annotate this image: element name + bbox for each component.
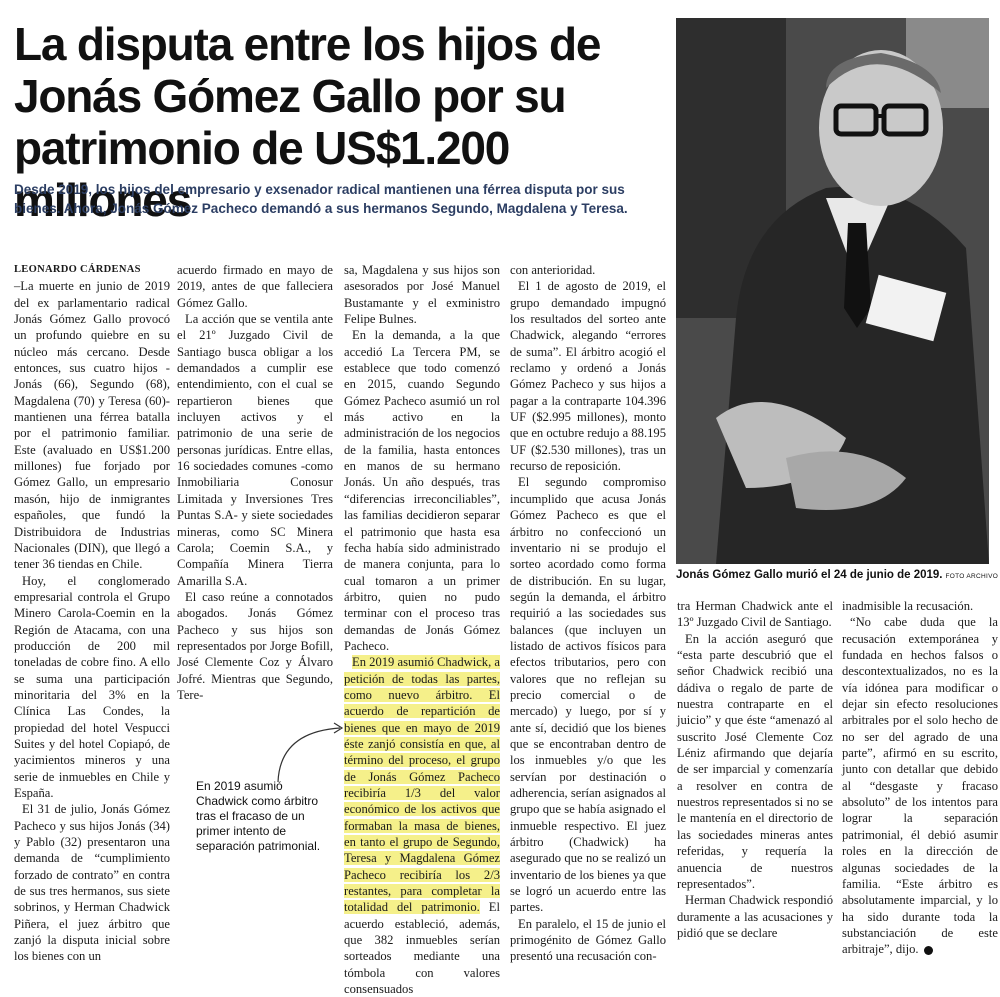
portrait-photo <box>676 18 989 564</box>
paragraph: inadmisible la recusación. <box>842 599 974 613</box>
paragraph: En 2019 asumió Chadwick, a petición de todas las partes, como nuevo árbitro. El acuerdo de repartición de bienes que en mayo de 2019 éste zanjó consistía en que, al término del proceso, el grupo de Jonás Gómez Pacheco recibiría 1/3 del valor económico de los activos que formaban la masa de bienes, en tanto el grupo de Segundo, Teresa y Magdalena Gómez Pacheco recibiría los 2/3 restantes, para completar la totalidad del patrimonio. El acuerdo estableció, además, que 382 inmuebles serían sorteados mediante una tómbola con valores consensuados <box>344 655 500 997</box>
paragraph: El segundo compromiso incumplido que acusa Jonás Gómez Pacheco es que el árbitro no confeccionó un inventario ni se produjo el sorteo acordado como forma de distribución. En su lugar, según la demanda, el árbitro requirió a las sociedades sus balances (que incluyen un listado de activos físicos para efectos tributarios, pero con valores que no reflejan su precio comercial o de mercado) y luego, por sí y ante sí, decidió que los bienes que se encontraban dentro de los inmuebles y/o que les servían por destinación o adherencia, serían asignados al grupo que se había asignado el inmueble respectivo. El juez árbitro (Chadwick) ha asegurado que no se realizó un inventario de los bienes ya que se logró un acuerdo entre las partes. <box>510 475 666 915</box>
byline: LEONARDO CÁRDENAS <box>14 264 141 275</box>
paragraph: En la acción aseguró que “esta parte descubrió que el señor Chadwick recibió una dádiva o regalo de parte de nuestra contraparte en el juicio” y que éste “amenazó al suscrito José Clemente Coz Léniz afirmando que dejaría de ser imparcial y comenzaría a resolver en contra de nuestros representados si no se le mantenía en el directorio de las sociedades mineras antes referidas, y requería la anuencia de nuestros representados”. <box>677 631 833 891</box>
photo-caption: Jonás Gómez Gallo murió el 24 de junio de 2019. FOTO ARCHIVO <box>676 569 999 581</box>
paragraph: El caso reúne a connotados abogados. Jonás Gómez Pacheco y sus hijos son representados por Jorge Bofill, José Clemente Coz y Álvaro Jofré. Mientras que Segundo, Tere- <box>177 589 333 702</box>
paragraph: La acción que se ventila ante el 21º Juzgado Civil de Santiago busca obligar a los demandados a cumplir ese entendimiento, con el cual se repartieron bienes que incluyen activos y el patrimonio de una serie de personas jurídicas. Entre ellas, 16 sociedades comunes -como Inmobiliaria Conosur Limitada y Inversiones Tres Puntas S.A- y siete sociedades mineras, como SC Minera Carola; Coemin S.A., y Compañía Minera Tierra Amarilla S.A. <box>177 312 333 588</box>
paragraph: con anterioridad. <box>510 263 596 277</box>
column-6 <box>842 598 998 957</box>
column-5 <box>677 598 833 943</box>
paragraph: El 1 de agosto de 2019, el grupo demandado impugnó los resultados del sorteo ante Chadwick, alegando “errores de suma”. El árbitro acogió el reclamo y ordenó a Jonás Gómez Pacheco y sus hijos a pagar a la contraparte 104.396 UF ($2.995 millones), monto que en octubre redujo a 88.195 UF ($2.530 millones), tras un recurso de reposición. <box>510 279 666 474</box>
end-mark-icon <box>924 946 933 955</box>
paragraph: Hoy, el conglomerado empresarial controla el Grupo Minero Carola-Coemin en la Región de Atacama, con una producción de 200 mil toneladas de cobre fino. A ello se suma una participación minoritaria del 3% en la Clínica Las Condes, la propiedad del hotel Vespucci Suites y del hotel Copiapó, de yacimientos mineros y una serie de inmuebles en Chile y España. <box>14 573 170 800</box>
column-1 <box>14 262 170 964</box>
paragraph: “No cabe duda que la recusación extemporánea y fundada en hechos falsos o descontextualizados, no es la vía idónea para modificar o dejar sin efecto resoluciones arbitrales por el solo hecho de no ser del agrado de una parte”, afirmó en su escrito, junto con detallar que debido al “desgaste y fracaso absoluto” de los intentos para lograr la separación patrimonial, él debió asumir roles en la dirección de algunas sociedades de la familia. “Este árbitro es absolutamente imparcial, y lo ha sido durante toda la substanciación de este arbitraje”, dijo. <box>842 615 998 957</box>
column-2 <box>177 262 333 702</box>
deck: Desde 2019, los hijos del empresario y exsenador radical mantienen una férrea disputa por sus bienes. Ahora, Jonás Gómez Pacheco demandó a sus hermanos Segundo, Magdalena y Teresa. <box>14 182 628 216</box>
paragraph: En paralelo, el 15 de junio el primogénito de Gómez Gallo presentó una recusación con- <box>510 916 666 964</box>
column-4 <box>510 262 666 964</box>
pullquote: En 2019 asumió Chadwick como árbitro tras el fracaso de un primer intento de separación patrimonial. <box>196 779 321 853</box>
paragraph: En la demanda, a la que accedió La Tercera PM, se establece que todo comenzó en 2015, cuando Segundo Gómez Pacheco asumió un rol más activo en la administración de los negocios de la familia, hasta entonces en manos de su hermano Jonás. Un año después, tras “diferencias irreconciliables”, las familias decidieron separar el patrimonio que hasta esa fecha había sido administrado de manera conjunta, para lo cual tomaron a un primer árbitro, quien no pudo terminar con el proceso tras demandas de Jonás Gómez Pacheco. <box>344 328 500 653</box>
paragraph: tra Herman Chadwick ante el 13º Juzgado Civil de Santiago. <box>677 599 833 630</box>
column-3 <box>344 262 500 997</box>
paragraph: Herman Chadwick respondió duramente a las acusaciones y pidió que se declare <box>677 893 833 940</box>
paragraph: –La muerte en junio de 2019 del ex parlamentario radical Jonás Gómez Gallo provocó un profundo quiebre en su núcleo más cercano. Desde entonces, sus cuatro hijos -Jonás (66), Segundo (68), Magdalena (70) y Teresa (60)- mantienen una férrea batalla por el patrimonio familiar. Este (avaluado en US$1.200 millones) fue forjado por Gómez Gallo, un empresario masón, hijo de inmigrantes españoles, que fundó la Distribuidora de Industrias Nacionales (DIN), que llegó a tener 36 tiendas en Chile. <box>14 279 170 572</box>
paragraph: sa, Magdalena y sus hijos son asesorados por José Manuel Bustamante y el exministro Felipe Bulnes. <box>344 263 500 327</box>
photo-credit: FOTO ARCHIVO <box>945 573 999 580</box>
paragraph: El 31 de julio, Jonás Gómez Pacheco y sus hijos Jonás (34) y Pablo (32) presentaron una demanda de “cumplimiento forzado de contrato” en contra de sus tres hermanos, sus siete sobrinos, y Herman Chadwick Piñera, el juez árbitro que zanjó la disputa inicial sobre los bienes con un <box>14 802 170 964</box>
paragraph: acuerdo firmado en mayo de 2019, antes de que falleciera Gómez Gallo. <box>177 263 333 310</box>
headline: La disputa entre los hijos de Jonás Gómez Gallo por su patrimonio de US$1.200 millones <box>14 18 601 226</box>
highlighted-text: En 2019 asumió Chadwick, a petición de todas las partes, como nuevo árbitro. El acuerdo de repartición de bienes que en mayo de 2019 éste zanjó consistía en que, al término del proceso, el grupo de Jonás Gómez Pacheco recibiría 1/3 del valor económico de los activos que formaban la masa de bienes, en tanto el grupo de Segundo, Teresa y Magdalena Gómez Pacheco recibiría los 2/3 restantes, para completar la totalidad del patrimonio. <box>344 655 500 915</box>
